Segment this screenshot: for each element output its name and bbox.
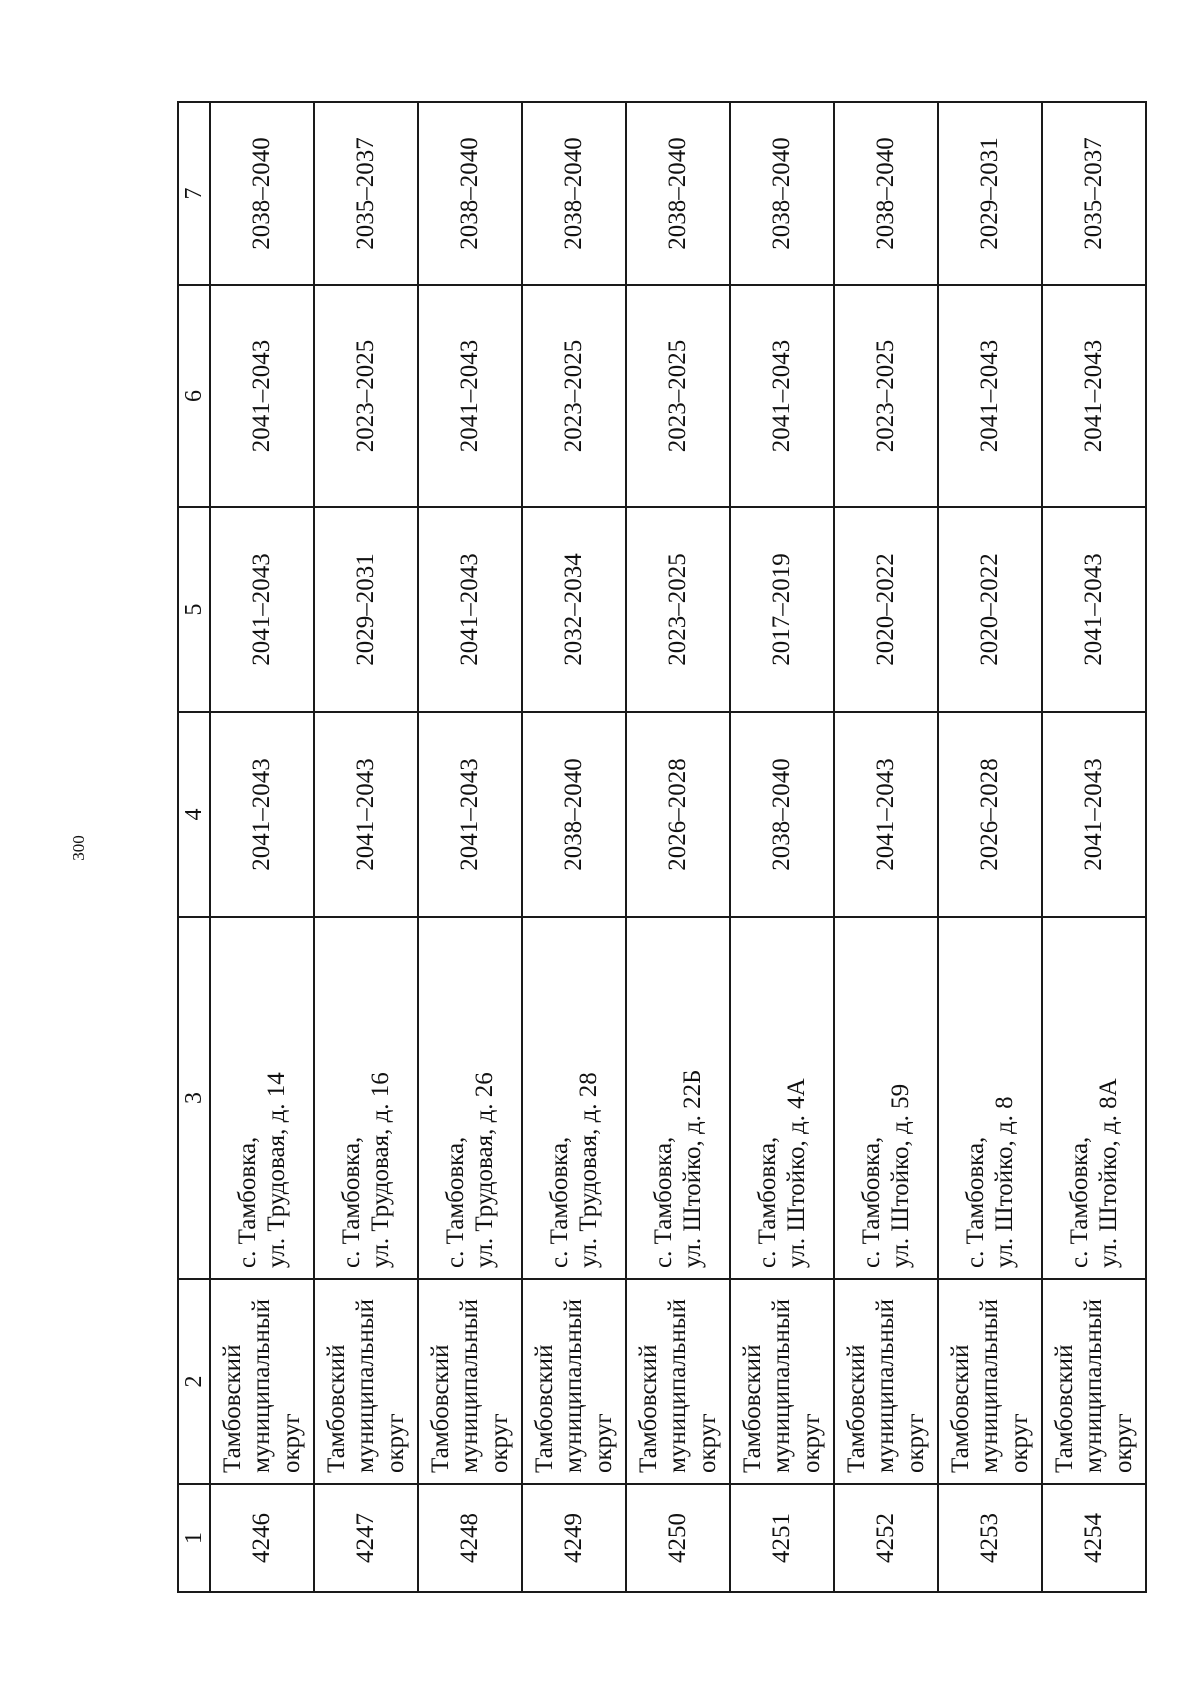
table-row <box>314 102 418 1592</box>
table-row <box>938 102 1042 1592</box>
year-range-cell: 2023–2025 <box>522 285 626 507</box>
row-number-cell: 4254 <box>1042 1484 1146 1592</box>
year-range-cell: 2041–2043 <box>418 712 522 917</box>
row-number-cell: 4249 <box>522 1484 626 1592</box>
address-line: с. Тамбовка, <box>961 1136 989 1268</box>
district-line: муниципальный <box>664 1299 692 1473</box>
table-row <box>626 102 730 1592</box>
year-range-cell: 2023–2025 <box>834 285 938 507</box>
address-cell <box>938 917 1042 1279</box>
district-line: округ <box>797 1413 825 1473</box>
address-cell <box>418 917 522 1279</box>
year-range-cell: 2038–2040 <box>730 102 834 285</box>
address-line: с. Тамбовка, <box>753 1136 781 1268</box>
year-range-cell: 2038–2040 <box>626 102 730 285</box>
column-header: 2 <box>178 1279 210 1484</box>
year-range-cell: 2041–2043 <box>210 507 314 712</box>
district-line: муниципальный <box>248 1299 276 1473</box>
district-cell <box>210 1279 314 1484</box>
year-range-cell: 2020–2022 <box>938 507 1042 712</box>
district-line: муниципальный <box>560 1299 588 1473</box>
district-line: округ <box>1109 1413 1137 1473</box>
address-line: с. Тамбовка, <box>1065 1136 1093 1268</box>
district-line: округ <box>1005 1413 1033 1473</box>
row-number-cell: 4246 <box>210 1484 314 1592</box>
year-range-cell: 2038–2040 <box>834 102 938 285</box>
year-range-cell: 2029–2031 <box>938 102 1042 285</box>
year-range-cell: 2041–2043 <box>730 285 834 507</box>
district-cell <box>1042 1279 1146 1484</box>
year-range-cell: 2041–2043 <box>1042 507 1146 712</box>
district-line: Тамбовский <box>218 1344 246 1473</box>
table-body <box>210 102 1146 1592</box>
address-cell <box>314 917 418 1279</box>
year-range-cell: 2041–2043 <box>418 507 522 712</box>
district-line: Тамбовский <box>946 1344 974 1473</box>
table-row <box>1042 102 1146 1592</box>
district-line: округ <box>901 1413 929 1473</box>
row-number-cell: 4251 <box>730 1484 834 1592</box>
table-row <box>834 102 938 1592</box>
district-line: округ <box>485 1413 513 1473</box>
address-line: ул. Штойко, д. 59 <box>887 1083 914 1268</box>
data-table <box>177 101 1147 1593</box>
address-line: с. Тамбовка, <box>857 1136 885 1268</box>
row-number-cell: 4250 <box>626 1484 730 1592</box>
table-row <box>210 102 314 1592</box>
year-range-cell: 2026–2028 <box>938 712 1042 917</box>
district-line: Тамбовский <box>322 1344 350 1473</box>
year-range-cell: 2041–2043 <box>938 285 1042 507</box>
address-cell <box>626 917 730 1279</box>
address-line: с. Тамбовка, <box>337 1136 365 1268</box>
year-range-cell: 2026–2028 <box>626 712 730 917</box>
year-range-cell: 2041–2043 <box>210 712 314 917</box>
district-cell <box>314 1279 418 1484</box>
district-cell <box>730 1279 834 1484</box>
column-header: 4 <box>178 712 210 917</box>
address-cell <box>210 917 314 1279</box>
address-line: ул. Трудовая, д. 28 <box>575 1072 602 1268</box>
address-line: с. Тамбовка, <box>441 1136 469 1268</box>
address-line: с. Тамбовка, <box>233 1136 261 1268</box>
year-range-cell: 2038–2040 <box>730 712 834 917</box>
district-line: муниципальный <box>1080 1299 1108 1473</box>
year-range-cell: 2041–2043 <box>1042 712 1146 917</box>
district-line: округ <box>277 1413 305 1473</box>
district-cell <box>834 1279 938 1484</box>
address-line: ул. Штойко, д. 4А <box>783 1078 810 1268</box>
district-line: муниципальный <box>872 1299 900 1473</box>
district-cell <box>938 1279 1042 1484</box>
district-cell <box>418 1279 522 1484</box>
year-range-cell: 2035–2037 <box>314 102 418 285</box>
year-range-cell: 2017–2019 <box>730 507 834 712</box>
year-range-cell: 2041–2043 <box>1042 285 1146 507</box>
row-number-cell: 4248 <box>418 1484 522 1592</box>
address-cell <box>522 917 626 1279</box>
address-line: ул. Трудовая, д. 16 <box>367 1072 394 1268</box>
address-line: ул. Трудовая, д. 14 <box>263 1072 290 1268</box>
district-line: Тамбовский <box>634 1344 662 1473</box>
address-cell <box>730 917 834 1279</box>
column-header: 7 <box>178 102 210 285</box>
year-range-cell: 2038–2040 <box>522 712 626 917</box>
year-range-cell: 2032–2034 <box>522 507 626 712</box>
district-line: округ <box>381 1413 409 1473</box>
address-line: ул. Штойко, д. 8А <box>1095 1078 1122 1268</box>
district-line: Тамбовский <box>842 1344 870 1473</box>
year-range-cell: 2023–2025 <box>626 507 730 712</box>
column-header: 1 <box>178 1484 210 1592</box>
district-cell <box>626 1279 730 1484</box>
address-line: ул. Штойко, д. 22Б <box>679 1069 706 1268</box>
district-line: Тамбовский <box>738 1344 766 1473</box>
district-line: округ <box>589 1413 617 1473</box>
table-row <box>418 102 522 1592</box>
year-range-cell: 2038–2040 <box>418 102 522 285</box>
district-line: муниципальный <box>768 1299 796 1473</box>
address-cell <box>834 917 938 1279</box>
year-range-cell: 2020–2022 <box>834 507 938 712</box>
column-header: 5 <box>178 507 210 712</box>
district-line: округ <box>693 1413 721 1473</box>
table-row <box>730 102 834 1592</box>
year-range-cell: 2041–2043 <box>210 285 314 507</box>
district-cell <box>522 1279 626 1484</box>
year-range-cell: 2023–2025 <box>314 285 418 507</box>
year-range-cell: 2035–2037 <box>1042 102 1146 285</box>
address-line: ул. Штойко, д. 8 <box>991 1096 1018 1268</box>
address-cell <box>1042 917 1146 1279</box>
district-line: Тамбовский <box>426 1344 454 1473</box>
table-container <box>177 103 1147 1593</box>
row-number-cell: 4247 <box>314 1484 418 1592</box>
year-range-cell: 2041–2043 <box>418 285 522 507</box>
year-range-cell: 2041–2043 <box>834 712 938 917</box>
district-line: муниципальный <box>456 1299 484 1473</box>
column-header: 6 <box>178 285 210 507</box>
year-range-cell: 2023–2025 <box>626 285 730 507</box>
address-line: с. Тамбовка, <box>649 1136 677 1268</box>
year-range-cell: 2041–2043 <box>314 712 418 917</box>
year-range-cell: 2029–2031 <box>314 507 418 712</box>
year-range-cell: 2038–2040 <box>522 102 626 285</box>
district-line: Тамбовский <box>1050 1344 1078 1473</box>
address-line: ул. Трудовая, д. 26 <box>471 1072 498 1268</box>
row-number-cell: 4252 <box>834 1484 938 1592</box>
page-number: 300 <box>69 835 88 861</box>
header-row <box>178 102 210 1592</box>
district-line: муниципальный <box>352 1299 380 1473</box>
row-number-cell: 4253 <box>938 1484 1042 1592</box>
district-line: муниципальный <box>976 1299 1004 1473</box>
address-line: с. Тамбовка, <box>545 1136 573 1268</box>
year-range-cell: 2038–2040 <box>210 102 314 285</box>
column-header: 3 <box>178 917 210 1279</box>
district-line: Тамбовский <box>530 1344 558 1473</box>
table-row <box>522 102 626 1592</box>
